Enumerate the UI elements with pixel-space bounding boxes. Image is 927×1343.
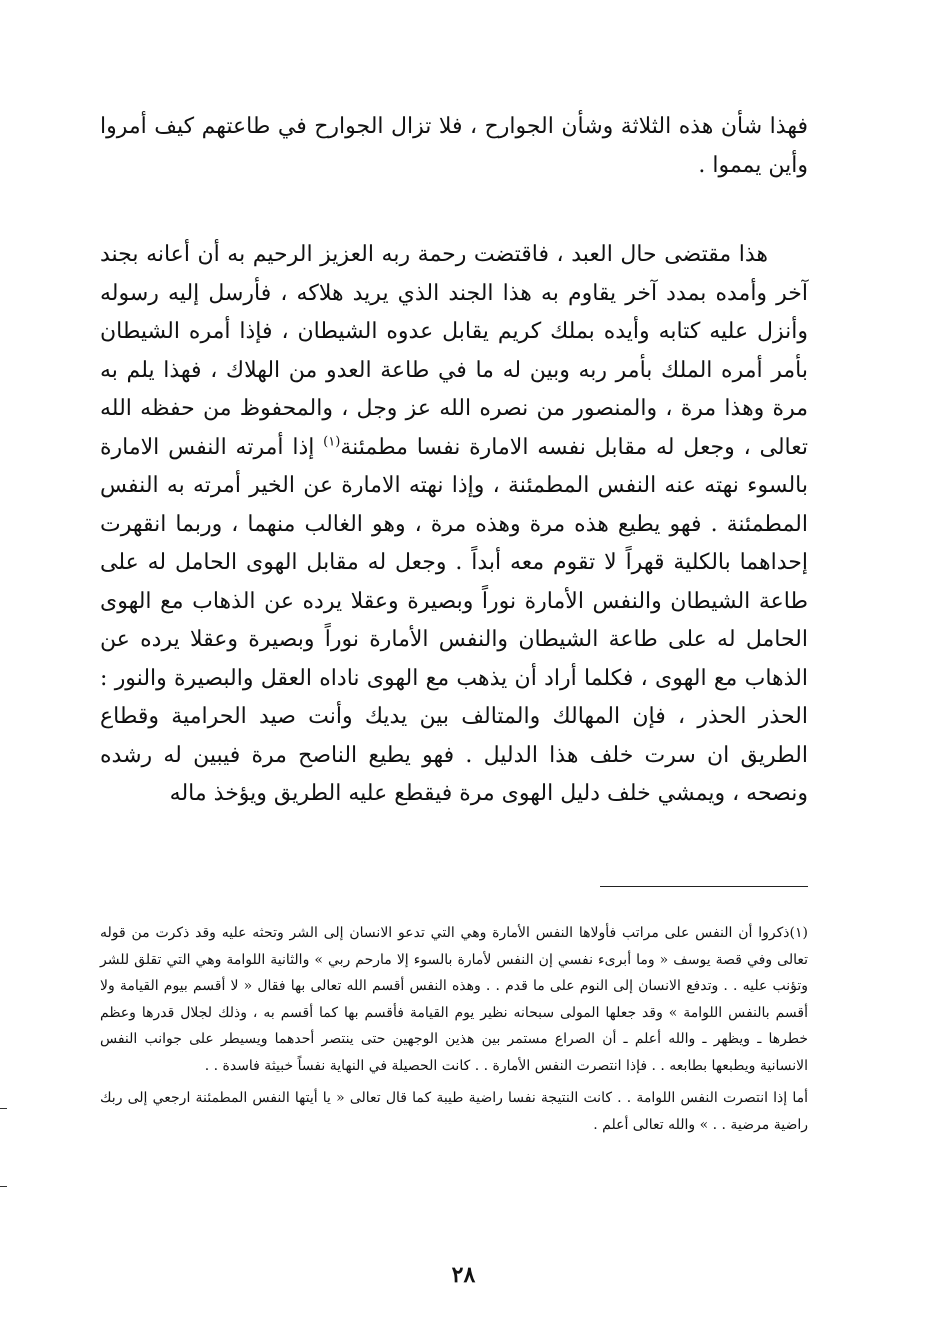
footnote-reference: (١) xyxy=(323,434,341,450)
page-content xyxy=(100,108,808,1133)
footnote-separator xyxy=(600,886,808,887)
paragraph-1: فهذا شأن هذه الثلاثة وشأن الجوارح ، فلا تزال الجوارح في طاعتهم كيف أمروا وأين يمموا . xyxy=(100,114,808,178)
paragraph-2-text-end: إذا أمرته النفس الامارة بالسوء نهته عنه النفس المطمئنة ، وإذا نهته الامارة عن الخير أمرته به النفس المطمئنة . فهو يطيع هذه مرة وهذه مرة ، وهو الغالب منهما ، وربما انقهرت إحداهما بالكلية قهراً لا تقوم معه أبداً . وجعل له مقابل الهوى الحامل له على طاعة الشيطان والنفس الأمارة نوراً وبصيرة وعقلا يرده عن الذهاب مع الهوى الحامل له على طاعة الشيطان والنفس الأمارة نوراً وبصيرة وعقلا يرده عن الذهاب مع الهوى ، فكلما أراد أن يذهب مع الهوى ناداه العقل والبصيرة والنور : الحذر الحذر ، فإن المهالك والمتالف بين يديك وأنت صيد الحرامية وقطاع الطريق ان سرت خلف هذا الدليل . فهو يطيع الناصح مرة فيبين له رشده ونصحه ، ويمشي خلف دليل الهوى مرة فيقطع عليه الطريق ويؤخذ ماله xyxy=(100,434,808,806)
page-number: ٢٨ xyxy=(451,1262,476,1288)
footnote-continuation: أما إذا انتصرت النفس اللوامة . . كانت النتيجة نفسا راضية طيبة كما قال تعالى « يا أيتها النفس المطمئنة ارجعي إلى ربك راضية مرضية . . » والله تعالى أعلم . xyxy=(100,1090,808,1133)
margin-mark xyxy=(0,1108,7,1109)
footnote-text: ذكروا أن النفس على مراتب فأولاها النفس الأمارة وهي التي تدعو الانسان إلى الشر وتحثه عليه وقد ذكرت من قوله تعالى وفي قصة يوسف « وما أبرىء نفسي إن النفس لأمارة بالسوء إلا مارحم ربي » والثانية اللوامة وهي التي تقلق للشر وتؤنب عليه . . وتدفع الانسان إلى النوم على ما قدم . . وهذه النفس أقسم الله تعالى بها فقال « لا أقسم بيوم القيامة ولا أقسم بالنفس اللوامة » وقد جعلها المولى سبحانه نظير يوم القيامة فأقسم بها كما أقسم به ، وذلك لجلال قدرها وعظم خطرها ـ ويظهر ـ والله أعلم ـ أن الصراع مستمر بين هذين الوجهين حتى ينتصر أحدهما ويسيطر على جوانب النفس الانسانية ويطبعها بطابعه . . فإذا انتصرت النفس الأمارة . . كانت الحصيلة في النهاية نفساً خبيثة فاسدة . . xyxy=(100,925,808,1074)
paragraph-2 xyxy=(100,236,808,814)
paragraph-2-text-start: هذا مقتضى حال العبد ، فاقتضت رحمة ربه العزيز الرحيم به أن أعانه بجند آخر وأمده بمدد آخر يقاوم به هذا الجند الذي يريد هلاكه ، فأرسل إليه رسوله وأنزل عليه كتابه وأيده بملك كريم يقابل عدوه الشيطان ، فإذا أمره الشيطان بأمر أمره الملك بأمر ربه وبين له ما في طاعة العدو من الهلاك ، فهذا يلم به مرة وهذا مرة ، والمنصور من نصره الله عز وجل ، والمحفوظ من حفظه الله تعالى ، وجعل له مقابل نفسه الامارة نفسا مطمئنة xyxy=(100,242,808,460)
margin-mark xyxy=(0,1186,7,1187)
footnote xyxy=(100,920,808,1138)
footnote-number: (١) xyxy=(789,925,808,941)
footnote-paragraph xyxy=(100,920,808,1079)
